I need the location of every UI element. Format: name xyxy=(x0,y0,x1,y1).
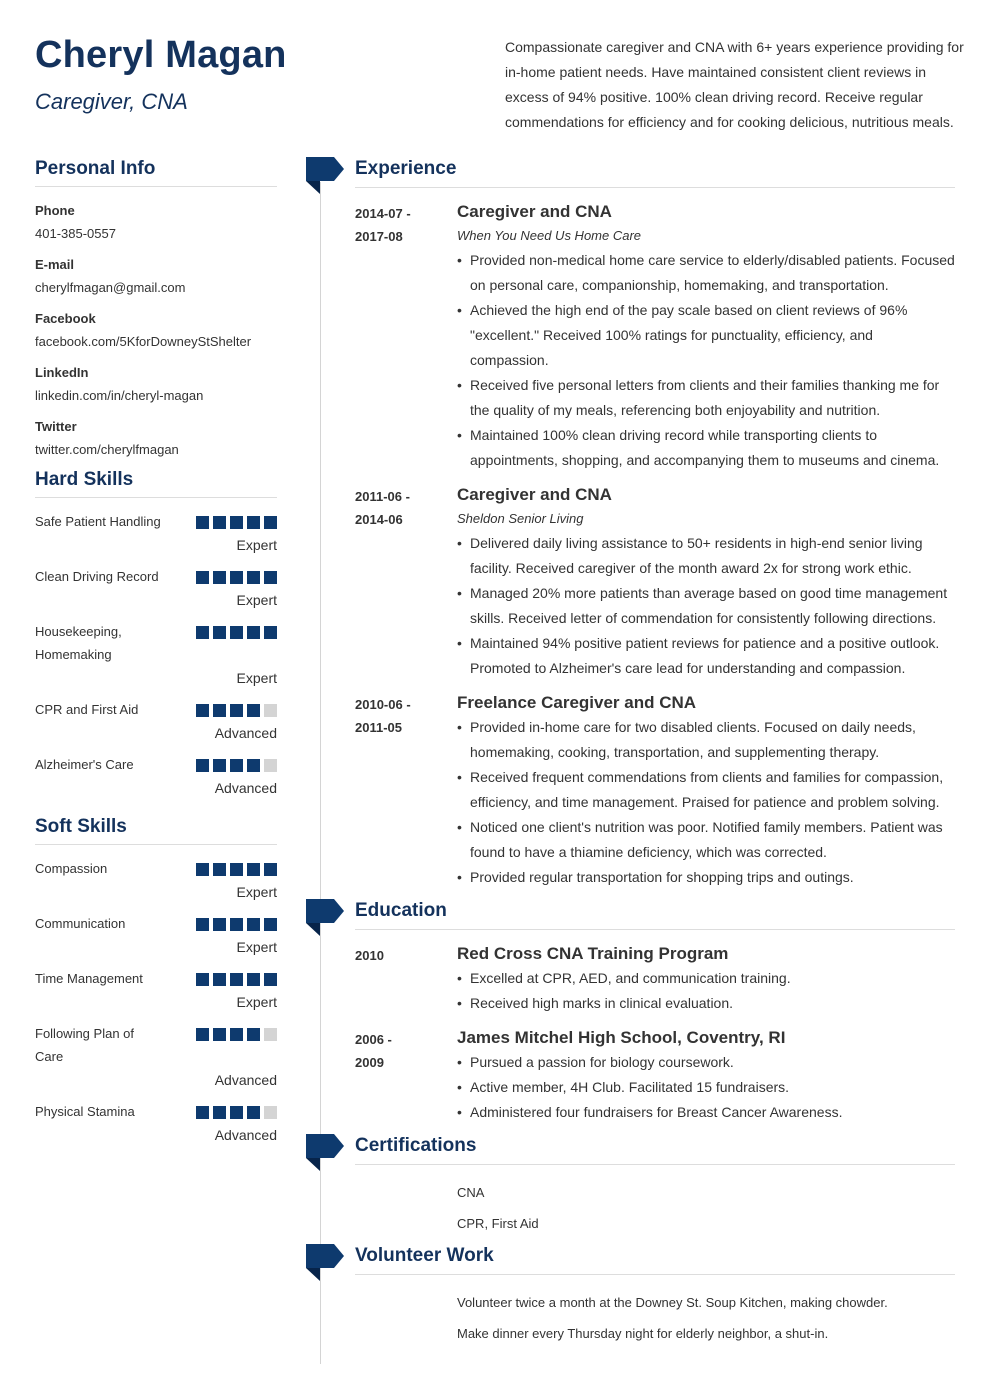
rating-square-icon xyxy=(247,918,260,931)
entry xyxy=(355,483,955,681)
date-start: 2006 - xyxy=(355,1032,392,1047)
bullet-item: • Administered four fundraisers for Breast Cancer Awareness. xyxy=(457,1100,955,1125)
date-start: 2014-07 - xyxy=(355,206,411,221)
rating-square-icon xyxy=(213,863,226,876)
right-column xyxy=(355,158,955,1355)
rating-square-icon xyxy=(230,571,243,584)
certifications-section xyxy=(355,1135,955,1239)
skill-name: Communication xyxy=(35,916,126,931)
rating-square-icon xyxy=(213,704,226,717)
rating-square-icon xyxy=(247,759,260,772)
skill-name: Clean Driving Record xyxy=(35,569,159,584)
skill-level: Advanced xyxy=(214,725,277,741)
skill-rating xyxy=(196,863,277,876)
rating-square-icon xyxy=(264,516,277,529)
rating-square-icon xyxy=(213,516,226,529)
skill-name: Physical Stamina xyxy=(35,1104,135,1119)
rating-square-icon xyxy=(213,918,226,931)
info-label: E-mail xyxy=(35,257,75,272)
skill-row xyxy=(35,698,277,721)
bullet-item: • Maintained 94% positive patient reviews for patience and a positive outlook. Promoted to Alzheimer's care lead for understanding and compassion. xyxy=(457,631,955,681)
rating-square-icon xyxy=(196,571,209,584)
skill-rating xyxy=(196,516,277,529)
info-label: LinkedIn xyxy=(35,365,89,380)
skill-row xyxy=(35,1022,277,1068)
skill-item xyxy=(35,753,277,800)
entry-body xyxy=(457,691,955,890)
rating-square-icon xyxy=(230,863,243,876)
entry-title: Freelance Caregiver and CNA xyxy=(457,693,697,712)
bullet-item: • Received frequent commendations from clients and families for compassion, efficiency, and time management. Praised for patience and problem solving. xyxy=(457,765,955,815)
rating-square-icon xyxy=(196,759,209,772)
info-value: linkedin.com/in/cheryl-magan xyxy=(35,388,204,403)
rating-square-icon xyxy=(196,1028,209,1041)
volunteer-list xyxy=(355,1287,955,1349)
info-label: Phone xyxy=(35,203,75,218)
entry xyxy=(355,1026,955,1125)
date-end: 2017-08 xyxy=(355,229,403,244)
skill-item xyxy=(35,967,277,1014)
section-flag-icon xyxy=(306,1134,344,1172)
entry-body xyxy=(457,1026,955,1125)
skill-level: Advanced xyxy=(214,1127,277,1143)
entry-date xyxy=(355,483,457,681)
bullet-item: • Pursued a passion for biology coursework. xyxy=(457,1050,955,1075)
skill-item xyxy=(35,698,277,745)
bullet-list xyxy=(457,531,955,681)
certification-item: CPR, First Aid xyxy=(457,1216,539,1231)
entry-date xyxy=(355,942,457,1016)
entry xyxy=(355,691,955,890)
volunteer-item: Volunteer twice a month at the Downey St. Soup Kitchen, making chowder. xyxy=(457,1295,888,1310)
education-heading: Education xyxy=(355,900,955,930)
entry xyxy=(355,200,955,473)
rating-square-icon xyxy=(247,571,260,584)
experience-section xyxy=(355,158,955,890)
rating-square-icon xyxy=(230,1106,243,1119)
personal-info-list xyxy=(35,199,277,461)
info-label: Twitter xyxy=(35,419,77,434)
skill-item xyxy=(35,1022,277,1092)
skill-item xyxy=(35,857,277,904)
rating-square-icon xyxy=(264,863,277,876)
bullet-item: • Achieved the high end of the pay scale based on client reviews of 96% "excellent." Received 100% ratings for punctuality, efficiency, and compassion. xyxy=(457,298,955,373)
date-start: 2011-06 - xyxy=(355,489,410,504)
bullet-item: • Noticed one client's nutrition was poor. Notified family members. Patient was found to have a thiamine deficiency, which was corrected. xyxy=(457,815,955,865)
entry-body xyxy=(457,483,955,681)
skill-row xyxy=(35,1100,277,1123)
date-start: 2010-06 - xyxy=(355,697,411,712)
entry-date xyxy=(355,691,457,890)
bullet-list xyxy=(457,248,955,473)
skill-level: Advanced xyxy=(214,780,277,796)
rating-square-icon xyxy=(230,516,243,529)
rating-square-icon xyxy=(230,626,243,639)
skill-rating xyxy=(196,704,277,717)
entry-organization: Sheldon Senior Living xyxy=(457,511,584,526)
skill-row xyxy=(35,912,277,935)
skill-item xyxy=(35,1100,277,1147)
info-value: twitter.com/cherylfmagan xyxy=(35,442,179,457)
rating-square-icon xyxy=(230,918,243,931)
rating-square-icon xyxy=(196,863,209,876)
experience-heading: Experience xyxy=(355,158,955,188)
rating-square-icon xyxy=(213,1106,226,1119)
skill-rating xyxy=(196,1106,277,1119)
skill-level: Expert xyxy=(236,994,277,1010)
education-section xyxy=(355,900,955,1125)
rating-square-icon xyxy=(247,1106,260,1119)
bullet-item: • Received five personal letters from clients and their families thanking me for the quality of my meals, referencing both enjoyability and nutrition. xyxy=(457,373,955,423)
soft-skills-heading: Soft Skills xyxy=(35,816,277,845)
skill-name: Time Management xyxy=(35,971,143,986)
rating-square-icon xyxy=(213,1028,226,1041)
rating-square-icon xyxy=(230,1028,243,1041)
bullet-item: • Maintained 100% clean driving record while transporting clients to appointments, shopping, and accompanying them to museums and cinema. xyxy=(457,423,955,473)
rating-square-icon xyxy=(196,918,209,931)
skill-rating xyxy=(196,759,277,772)
skill-rating xyxy=(196,918,277,931)
personal-info-heading: Personal Info xyxy=(35,158,277,187)
skill-row xyxy=(35,753,277,776)
rating-square-icon xyxy=(247,973,260,986)
skill-name: CPR and First Aid xyxy=(35,702,139,717)
candidate-name: Cheryl Magan xyxy=(35,34,287,76)
rating-square-icon xyxy=(247,626,260,639)
bullet-list xyxy=(457,966,955,1016)
certifications-list xyxy=(355,1177,955,1239)
rating-square-icon xyxy=(264,626,277,639)
rating-square-icon xyxy=(213,626,226,639)
entry-title: Caregiver and CNA xyxy=(457,485,612,504)
skill-level: Expert xyxy=(236,670,277,686)
bullet-item: • Provided in-home care for two disabled clients. Focused on daily needs, homemaking, cooking, transportation, and supplementing therapy. xyxy=(457,715,955,765)
rating-square-icon xyxy=(264,918,277,931)
section-flag-icon xyxy=(306,899,344,937)
rating-square-icon xyxy=(264,571,277,584)
skill-rating xyxy=(196,571,277,584)
skill-item xyxy=(35,510,277,557)
bullet-item: • Delivered daily living assistance to 50+ residents in high-end senior living facility. Received caregiver of the month award 2x for strong work ethic. xyxy=(457,531,955,581)
entry-title: Red Cross CNA Training Program xyxy=(457,944,729,963)
entry-organization: When You Need Us Home Care xyxy=(457,228,642,243)
timeline-line xyxy=(320,182,321,1364)
info-value: 401-385-0557 xyxy=(35,226,116,241)
rating-square-icon xyxy=(196,1106,209,1119)
bullet-item: • Managed 20% more patients than average based on good time management skills. Received letter of commendation for consistently following directions. xyxy=(457,581,955,631)
date-start: 2010 xyxy=(355,948,384,963)
skill-row xyxy=(35,620,277,666)
bullet-list xyxy=(457,715,955,890)
skill-row xyxy=(35,857,277,880)
date-end: 2011-05 xyxy=(355,720,402,735)
rating-square-icon xyxy=(247,516,260,529)
skill-row xyxy=(35,510,277,533)
volunteer-item: Make dinner every Thursday night for elderly neighbor, a shut-in. xyxy=(457,1326,829,1341)
info-value: cherylfmagan@gmail.com xyxy=(35,280,186,295)
rating-square-icon xyxy=(264,973,277,986)
volunteer-section xyxy=(355,1245,955,1349)
rating-square-icon xyxy=(196,626,209,639)
skill-rating xyxy=(196,973,277,986)
skill-name: Compassion xyxy=(35,861,108,876)
skill-level: Advanced xyxy=(214,1072,277,1088)
bullet-item: • Provided regular transportation for shopping trips and outings. xyxy=(457,865,955,890)
volunteer-heading: Volunteer Work xyxy=(355,1245,955,1275)
rating-square-icon xyxy=(196,516,209,529)
entry-title: James Mitchel High School, Coventry, RI xyxy=(457,1028,786,1047)
section-flag-icon xyxy=(306,1244,344,1282)
entry-title: Caregiver and CNA xyxy=(457,202,612,221)
rating-square-icon xyxy=(264,759,277,772)
summary-text: Compassionate caregiver and CNA with 6+ years experience providing for in-home patient needs. Have maintained consistent client reviews in excess of 94% positive. 100% clean driving record. Receive regular commendations for efficiency and for cooking delicious, nutritious meals. xyxy=(505,39,964,130)
experience-entries xyxy=(355,200,955,890)
skill-name: Following Plan of Care xyxy=(35,1026,134,1064)
bullet-item: • Active member, 4H Club. Facilitated 15 fundraisers. xyxy=(457,1075,955,1100)
entry-body xyxy=(457,942,955,1016)
rating-square-icon xyxy=(230,973,243,986)
skill-item xyxy=(35,912,277,959)
skill-name: Alzheimer's Care xyxy=(35,757,134,772)
rating-square-icon xyxy=(230,759,243,772)
skill-name: Safe Patient Handling xyxy=(35,514,161,529)
entry xyxy=(355,942,955,1016)
rating-square-icon xyxy=(230,704,243,717)
certification-item: CNA xyxy=(457,1185,485,1200)
skill-row xyxy=(35,967,277,990)
entry-body xyxy=(457,200,955,473)
rating-square-icon xyxy=(213,759,226,772)
skill-name: Housekeeping, Homemaking xyxy=(35,624,122,662)
skill-item xyxy=(35,565,277,612)
rating-square-icon xyxy=(247,1028,260,1041)
education-entries xyxy=(355,942,955,1125)
rating-square-icon xyxy=(196,973,209,986)
skill-rating xyxy=(196,626,277,639)
rating-square-icon xyxy=(264,1106,277,1119)
info-label: Facebook xyxy=(35,311,96,326)
rating-square-icon xyxy=(264,1028,277,1041)
entry-date xyxy=(355,1026,457,1125)
skill-rating xyxy=(196,1028,277,1041)
bullet-item: • Received high marks in clinical evaluation. xyxy=(457,991,955,1016)
candidate-title: Caregiver, CNA xyxy=(35,89,188,114)
date-end: 2014-06 xyxy=(355,512,403,527)
skill-row xyxy=(35,565,277,588)
skill-level: Expert xyxy=(236,592,277,608)
hard-skills-heading: Hard Skills xyxy=(35,469,277,498)
left-column xyxy=(35,158,277,1163)
bullet-item: • Excelled at CPR, AED, and communication training. xyxy=(457,966,955,991)
skill-item xyxy=(35,620,277,690)
rating-square-icon xyxy=(213,571,226,584)
skill-level: Expert xyxy=(236,939,277,955)
hard-skills-list xyxy=(35,510,277,800)
info-value: facebook.com/5KforDowneyStShelter xyxy=(35,334,252,349)
date-end: 2009 xyxy=(355,1055,384,1070)
soft-skills-list xyxy=(35,857,277,1147)
bullet-list xyxy=(457,1050,955,1125)
skill-level: Expert xyxy=(236,884,277,900)
skill-level: Expert xyxy=(236,537,277,553)
certifications-heading: Certifications xyxy=(355,1135,955,1165)
rating-square-icon xyxy=(264,704,277,717)
rating-square-icon xyxy=(247,704,260,717)
rating-square-icon xyxy=(213,973,226,986)
section-flag-icon xyxy=(306,157,344,195)
bullet-item: • Provided non-medical home care service to elderly/disabled patients. Focused on personal care, companionship, homemaking, and transportation. xyxy=(457,248,955,298)
rating-square-icon xyxy=(196,704,209,717)
entry-date xyxy=(355,200,457,473)
rating-square-icon xyxy=(247,863,260,876)
